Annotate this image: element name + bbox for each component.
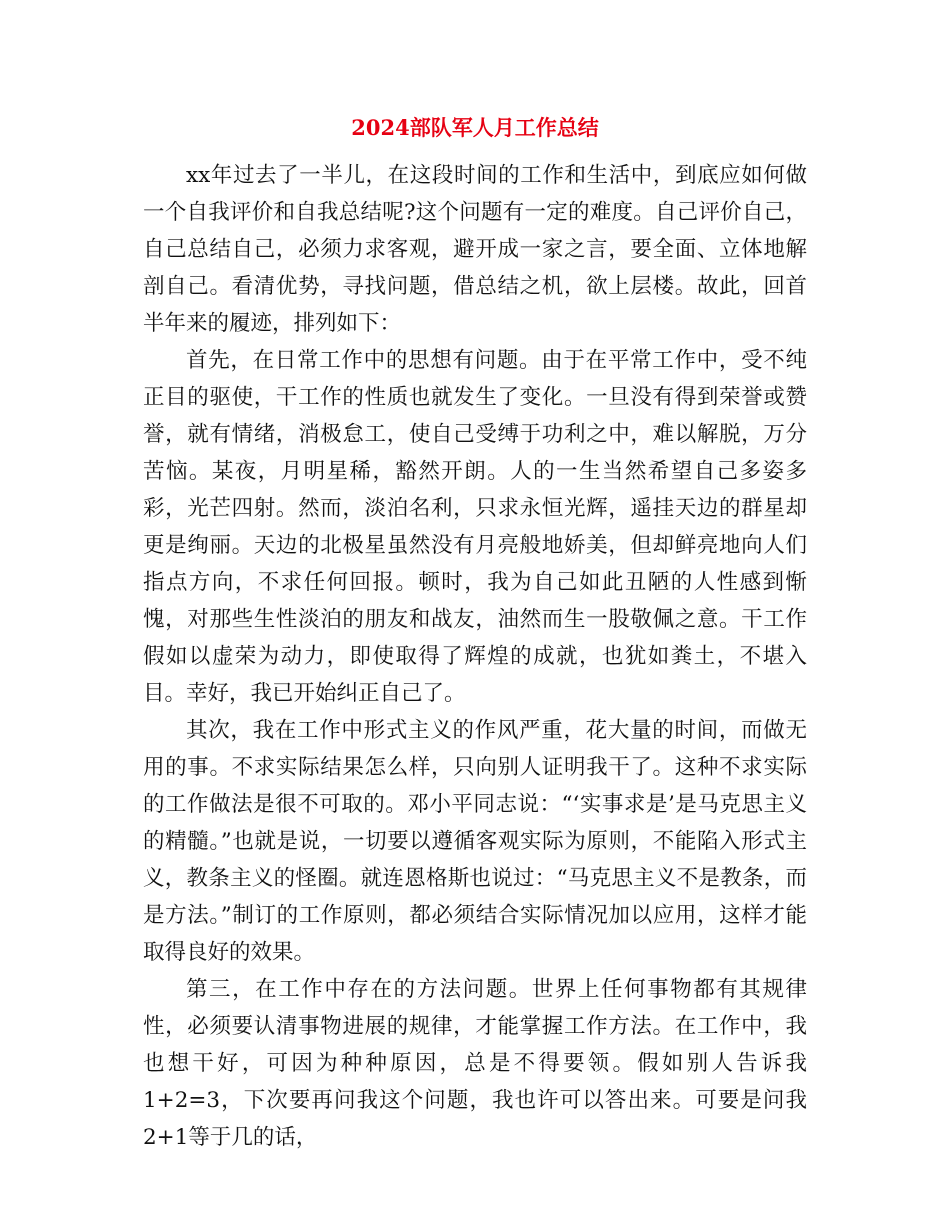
paragraph-first-point: 首先，在日常工作中的思想有问题。由于在平常工作中，受不纯正目的驱使，干工作的性质也就发生了变化。一旦没有得到荣誉或赞誉，就有情绪，消极怠工，使自己受缚于功利之中，难以解脱，万分苦恼。某夜，月明星稀，豁然开朗。人的一生当然希望自己多姿多彩，光芒四射。然而，淡泊名利，只求永恒光辉，遥挂天边的群星却更是绚丽。天边的北极星虽然没有月亮般地娇美，但却鲜亮地向人们指点方向，不求任何回报。顿时，我为自己如此丑陋的人性感到惭愧，对那些生性淡泊的朋友和战友，油然而生一股敬佩之意。干工作假如以虚荣为动力，即使取得了辉煌的成就，也犹如粪土，不堪入目。幸好，我已开始纠正自己了。 — [143, 348, 807, 706]
paragraph-intro: xx年过去了一半儿，在这段时间的工作和生活中，到底应如何做一个自我评价和自我总结呢?这个问题有一定的难度。自己评价自己，自己总结自己，必须力求客观，避开成一家之言，要全面、立体地解剖自己。看清优势，寻找问题，借总结之机，欲上层楼。故此，回首半年来的履迹，排列如下： — [143, 163, 807, 336]
paragraph-third-point: 第三，在工作中存在的方法问题。世界上任何事物都有其规律性，必须要认清事物进展的规律，才能掌握工作方法。在工作中，我也想干好，可因为种种原因，总是不得要领。假如别人告诉我1+2=3，下次要再问我这个问题，我也许可以答出来。可要是问我2+1等于几的话， — [143, 977, 807, 1150]
paragraph-second-point: 其次，我在工作中形式主义的作风严重，花大量的时间，而做无用的事。不求实际结果怎么样，只向别人证明我干了。这种不求实际的工作做法是很不可取的。邓小平同志说：“‘实事求是’是马克思主义的精髓。”也就是说，一切要以遵循客观实际为原则，不能陷入形式主义，教条主义的怪圈。就连恩格斯也说过：“马克思主义不是教条，而是方法。”制订的工作原则，都必须结合实际情况加以应用，这样才能取得良好的效果。 — [143, 718, 807, 965]
document-body — [143, 157, 807, 1156]
document-title: 2024部队军人月工作总结 — [351, 115, 599, 140]
